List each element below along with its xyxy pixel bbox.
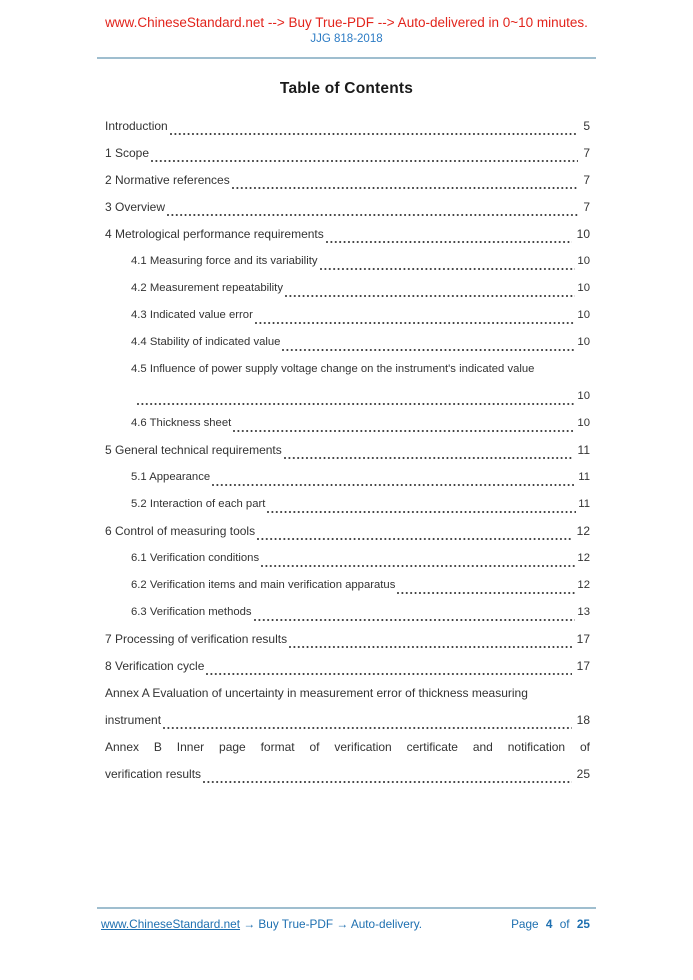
dot-leader bbox=[232, 187, 579, 189]
toc-entry bbox=[97, 248, 596, 275]
toc-entry-page: 25 bbox=[576, 767, 590, 781]
toc-entry-page: 5 bbox=[583, 119, 590, 133]
toc-entry-label: 4.4 Stability of indicated value bbox=[131, 336, 281, 348]
toc-entry-continuation: instrument bbox=[105, 713, 162, 727]
toc-entry bbox=[97, 410, 596, 437]
toc-entry-page: 10 bbox=[577, 282, 590, 294]
toc-entry-line1: Annex A Evaluation of uncertainty in measurement error of thickness measuring bbox=[105, 686, 528, 700]
toc-entry bbox=[97, 140, 596, 167]
toc-entry-page: 10 bbox=[577, 309, 590, 321]
toc-entry-page: 11 bbox=[577, 443, 590, 457]
toc-entry-label: 4 Metrological performance requirements bbox=[105, 227, 324, 241]
toc-entry bbox=[97, 437, 596, 464]
page-label: Page bbox=[511, 917, 539, 931]
toc-entry bbox=[97, 653, 596, 680]
dot-leader bbox=[212, 484, 576, 486]
toc-entry-label: 5.2 Interaction of each part bbox=[131, 498, 266, 510]
toc-entry bbox=[97, 464, 596, 491]
page-indicator bbox=[507, 915, 590, 933]
toc-entry-label: Introduction bbox=[105, 119, 168, 133]
dot-leader bbox=[167, 214, 578, 216]
dot-leader bbox=[284, 457, 573, 459]
dot-leader bbox=[282, 349, 575, 351]
toc-entry bbox=[97, 626, 596, 653]
dot-leader bbox=[397, 592, 575, 594]
page-current: 4 bbox=[545, 917, 553, 931]
header-rule bbox=[97, 57, 596, 59]
toc-entry-page: 7 bbox=[583, 146, 590, 160]
toc-entry-line1: Annex B Inner page format of verification certificate and notification of bbox=[105, 740, 590, 754]
toc-entry-page: 10 bbox=[577, 255, 590, 267]
toc-entry-label: 2 Normative references bbox=[105, 173, 230, 187]
dot-leader bbox=[151, 160, 578, 162]
toc-entry bbox=[97, 113, 596, 140]
dot-leader bbox=[261, 565, 575, 567]
toc-entry-page: 10 bbox=[576, 227, 590, 241]
toc-entry-label: 6.1 Verification conditions bbox=[131, 552, 260, 564]
toc-entry-page: 12 bbox=[577, 552, 590, 564]
dot-leader bbox=[255, 322, 576, 324]
toc-entry-page: 13 bbox=[577, 606, 590, 618]
standard-code: JJG 818-2018 bbox=[310, 33, 383, 45]
dot-leader bbox=[137, 403, 575, 405]
toc-entry-line2 bbox=[97, 707, 596, 734]
toc-entry-label: 7 Processing of verification results bbox=[105, 632, 288, 646]
dot-leader bbox=[320, 268, 576, 270]
toc-entry-page: 12 bbox=[576, 524, 590, 538]
dot-leader bbox=[233, 430, 575, 432]
purchase-banner: www.ChineseStandard.net --> Buy True-PDF --> Auto-delivered in 0~10 minutes. bbox=[105, 15, 588, 30]
page-total: 25 bbox=[576, 917, 590, 931]
page-title: Table of Contents bbox=[279, 80, 414, 97]
dot-leader bbox=[285, 295, 575, 297]
toc-entry bbox=[97, 545, 596, 572]
toc-entry bbox=[97, 329, 596, 356]
toc-entry-page: 10 bbox=[577, 390, 590, 402]
dot-leader bbox=[254, 619, 576, 621]
dot-leader bbox=[163, 727, 572, 729]
footer bbox=[97, 915, 596, 933]
dot-leader bbox=[289, 646, 572, 648]
toc-entry-continuation: verification results bbox=[105, 767, 202, 781]
toc-entry bbox=[97, 275, 596, 302]
toc-entry bbox=[97, 572, 596, 599]
of-label: of bbox=[559, 917, 570, 931]
toc-entry-label: 6.2 Verification items and main verification apparatus bbox=[131, 579, 396, 591]
toc-entry-label: 3 Overview bbox=[105, 200, 166, 214]
toc-entry-label: 6 Control of measuring tools bbox=[105, 524, 256, 538]
toc-entry-label: 5 General technical requirements bbox=[105, 443, 282, 457]
dot-leader bbox=[203, 781, 572, 783]
toc-entry-page: 12 bbox=[577, 579, 590, 591]
footer-tagline: → Buy True-PDF → Auto-delivery. bbox=[243, 917, 423, 931]
toc-entry-label: 4.3 Indicated value error bbox=[131, 309, 253, 321]
toc-entry-label: 5.1 Appearance bbox=[131, 471, 211, 483]
toc-entry-page: 10 bbox=[577, 417, 590, 429]
toc-entry-label: 4.2 Measurement repeatability bbox=[131, 282, 283, 294]
site-link[interactable]: www.ChineseStandard.net bbox=[101, 917, 241, 931]
toc-entry-page: 7 bbox=[583, 173, 590, 187]
toc-entry bbox=[97, 167, 596, 194]
toc-entry-page: 7 bbox=[583, 200, 590, 214]
dot-leader bbox=[170, 133, 579, 135]
dot-leader bbox=[267, 511, 576, 513]
toc-entry bbox=[97, 518, 596, 545]
toc-entry-page: 18 bbox=[576, 713, 590, 727]
toc-list bbox=[97, 113, 596, 788]
toc-entry-label: 8 Verification cycle bbox=[105, 659, 205, 673]
toc-entry-page: 17 bbox=[576, 632, 590, 646]
toc-entry-page: 10 bbox=[577, 336, 590, 348]
toc-entry bbox=[97, 491, 596, 518]
footer-left bbox=[101, 915, 422, 933]
toc-entry-page: 11 bbox=[578, 471, 590, 483]
toc-entry bbox=[97, 599, 596, 626]
toc-entry bbox=[97, 302, 596, 329]
toc-entry-page: 17 bbox=[576, 659, 590, 673]
dot-leader bbox=[206, 673, 571, 675]
footer-rule bbox=[97, 907, 596, 909]
toc-entry bbox=[97, 194, 596, 221]
toc-entry-line2 bbox=[97, 383, 596, 410]
toc-entry-line2 bbox=[97, 761, 596, 788]
toc-entry-line1: 4.5 Influence of power supply voltage change on the instrument's indicated value bbox=[131, 363, 535, 375]
dot-leader bbox=[326, 241, 572, 243]
toc-entry-label: 4.1 Measuring force and its variability bbox=[131, 255, 318, 267]
toc-entry-label: 1 Scope bbox=[105, 146, 150, 160]
toc-entry-page: 11 bbox=[578, 498, 590, 510]
toc-entry-label: 6.3 Verification methods bbox=[131, 606, 252, 618]
toc-entry bbox=[97, 221, 596, 248]
dot-leader bbox=[257, 538, 572, 540]
toc-entry-label: 4.6 Thickness sheet bbox=[131, 417, 232, 429]
